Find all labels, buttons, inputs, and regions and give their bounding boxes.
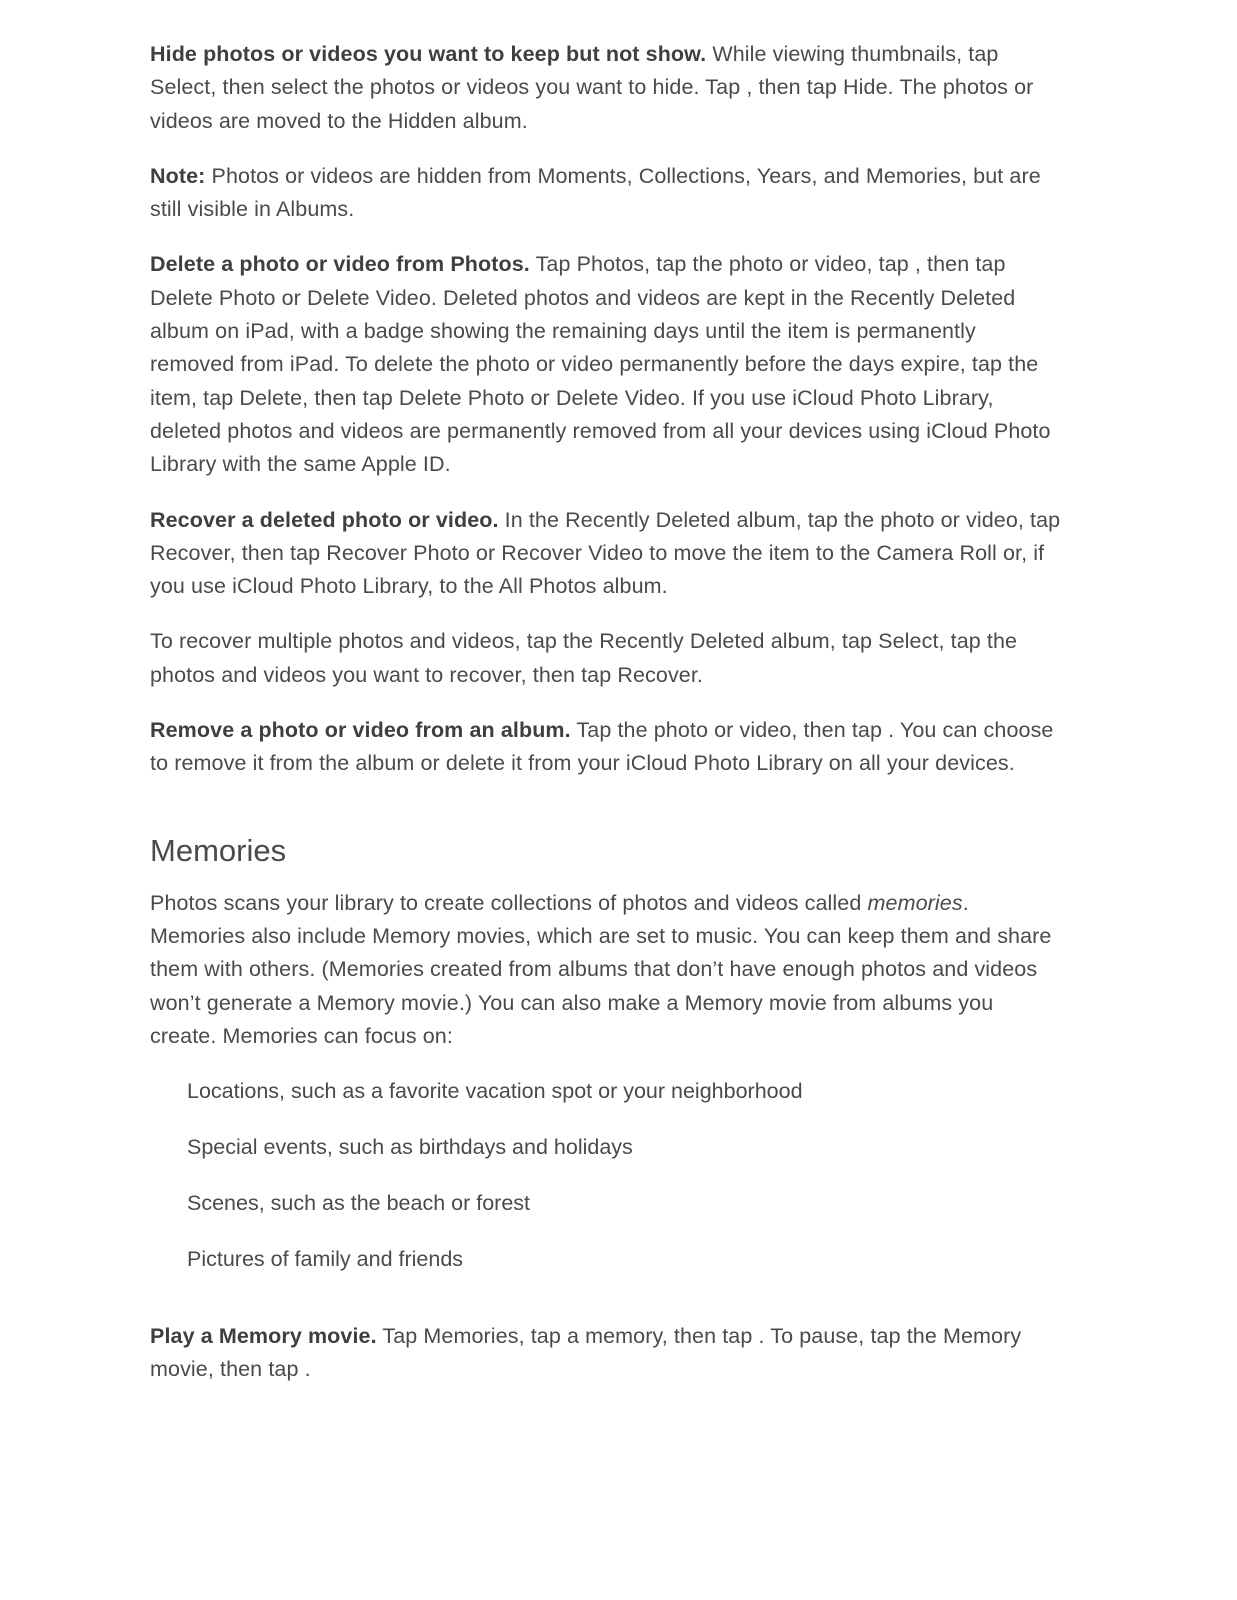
remove-paragraph — [150, 714, 1065, 781]
note-text: Photos or videos are hidden from Moments, Collections, Years, and Memories, but are still visible in Albums. — [150, 163, 1041, 222]
remove-text: Tap the photo or video, then tap . You can choose to remove it from the album or delete it from your iCloud Photo Library on all your devices. — [150, 718, 1054, 776]
memories-intro-before: Photos scans your library to create collections of photos and videos called — [150, 890, 868, 915]
memories-focus-list — [187, 1075, 1065, 1276]
play-paragraph — [150, 1320, 1065, 1387]
list-item: Special events, such as birthdays and holidays — [187, 1134, 633, 1159]
hide-lead: Hide photos or videos you want to keep but not show. — [150, 42, 707, 66]
recover-text: In the Recently Deleted album, tap the photo or video, tap Recover, then tap Recover Photo or Recover Video to move the item to the Camera Roll or, if you use iCloud Photo Library, to the All Photos album. — [150, 507, 1061, 599]
memories-intro-after: . Memories also include Memory movies, which are set to music. You can keep them and share them with others. (Memories created from albums that don’t have enough photos and videos won’t generate a Memory movie.) You can also make a Memory movie from albums you create. Memories can focus on: — [150, 890, 1052, 1048]
recover-lead: Recover a deleted photo or video. — [150, 507, 499, 532]
memories-heading: Memories — [150, 832, 287, 868]
document-page — [150, 38, 1065, 1408]
hide-paragraph — [150, 38, 1065, 138]
memories-intro-em: memories — [867, 890, 963, 915]
memories-intro-paragraph — [150, 887, 1065, 1053]
delete-lead: Delete a photo or video from Photos. — [150, 252, 530, 277]
delete-text: Tap Photos, tap the photo or video, tap , then tap Delete Photo or Delete Video. Deleted photos and videos are kept in the Recently Deleted album on iPad, with a badge showing the remaining days until the item is permanently removed from iPad. To delete the photo or video permanently before the days expire, tap the item, tap Delete, then tap Delete Photo or Delete Video. If you use iCloud Photo Library, deleted photos and videos are permanently removed from all your devices using iCloud Photo Library with the same Apple ID. — [150, 252, 1051, 477]
hide-text: While viewing thumbnails, tap Select, then select the photos or videos you want to hide. Tap , then tap Hide. The photos or videos are moved to the Hidden album. — [150, 42, 1034, 133]
list-item: Pictures of family and friends — [187, 1246, 464, 1271]
delete-paragraph — [150, 248, 1065, 481]
remove-lead: Remove a photo or video from an album. — [150, 718, 571, 743]
list-item: Scenes, such as the beach or forest — [187, 1190, 531, 1215]
recover-multiple-text: To recover multiple photos and videos, tap the Recently Deleted album, tap Select, tap the photos and videos you want to recover, then tap Recover. — [150, 629, 1018, 687]
list-item: Locations, such as a favorite vacation spot or your neighborhood — [187, 1079, 803, 1104]
note-lead: Note: — [150, 163, 206, 188]
recover-paragraph — [150, 504, 1065, 604]
play-lead: Play a Memory movie. — [150, 1323, 377, 1348]
recover-multiple-paragraph — [150, 625, 1065, 692]
note-paragraph — [150, 160, 1065, 227]
play-text: Tap Memories, tap a memory, then tap . To pause, tap the Memory movie, then tap . — [150, 1323, 1022, 1382]
